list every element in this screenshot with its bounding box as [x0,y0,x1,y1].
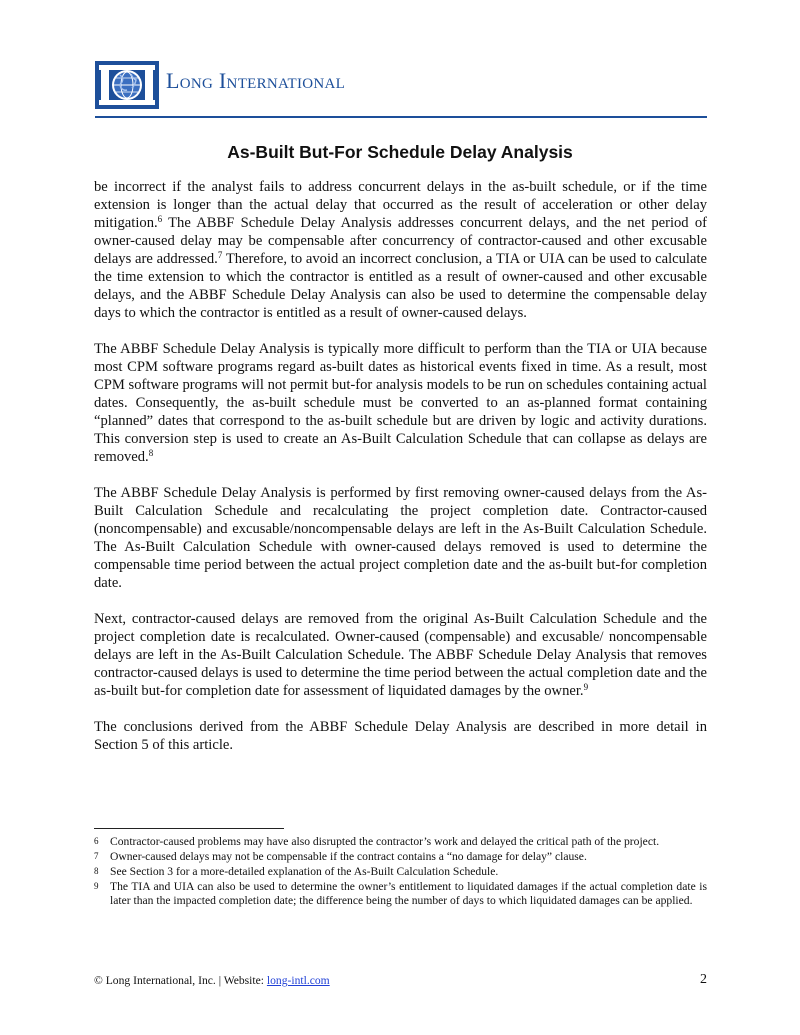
page-title: As-Built But-For Schedule Delay Analysis [227,142,573,162]
article-body [94,178,707,772]
paragraph-2: The ABBF Schedule Delay Analysis is typically more difficult to perform than the TIA or UIA because most CPM software programs regard as-built dates as historical events fixed in time. As a result, most CPM software programs will not permit but-for analysis models to be run on schedules containing actual dates. Consequently, the as-built schedule must be converted to an as-planned format containing “planned” dates that correspond to the as-built schedule but are driven by logic and activity durations. This conversion step is used to create an As-Built Calculation Schedule that can collapse as delays are removed.$^8$ [94,341,707,465]
page-footer [94,974,707,990]
footnote-ref-7[interactable]: 7 [217,250,223,260]
paragraph-5: The conclusions derived from the ABBF Schedule Delay Analysis are described in more detail in Section 5 of this article. [94,719,707,753]
footnotes [94,835,707,909]
footnote-9: 9 The TIA and UIA can also be used to determine the owner’s entitlement to liquidated damages if the actual completion date is later than the impacted completion date; the difference being the number of days to which liquidated damages can be applied. [94,880,707,907]
paragraph-3: The ABBF Schedule Delay Analysis is performed by first removing owner-caused delays from the As-Built Calculation Schedule and recalculating the project completion date. Contractor-caused (noncompensable) and excusable/noncompensable delays are left in the As-Built Calculation Schedule. The As-Built Calculation Schedule with owner-caused delays removed is used to determine the compensable time period between the actual project completion date and the as-built but-for completion date. [94,485,707,591]
paragraph-4: Next, contractor-caused delays are removed from the original As-Built Calculation Schedule and the project completion date is recalculated. Owner-caused (compensable) and excusable/ noncompensable delays are left in the As-Built Calculation Schedule. The ABBF Schedule Delay Analysis that removes contractor-caused delays is used to determine the time period between the actual completion date and the as-built but-for completion date for assessment of liquidated damages by the owner.$^9$ [94,611,707,699]
footnote-7: 7 Owner-caused delays may not be compensable if the contract contains a “no damage for delay” clause. [94,850,587,863]
footnote-8: 8 See Section 3 for a more-detailed explanation of the As-Built Calculation Schedule. [94,865,499,878]
footer-copyright: © Long International, Inc. | Website: [94,974,267,987]
website-link[interactable]: long-intl.com [266,974,330,987]
footnote-ref-6[interactable]: 6 [157,214,163,224]
company-logo-icon [95,61,159,109]
footnote-divider [94,828,284,829]
company-name: Long International [166,68,346,93]
paragraph-1: be incorrect if the analyst fails to address concurrent delays in the as-built schedule, or if the time extension is longer than the actual delay that occurred as the result of acceleration or other delay mitigation.$^6$ The ABBF Schedule Delay Analysis addresses concurrent delays, and the net period of owner-caused delay may be compensable after concurrency of contractor-caused and other excusable delays are addressed.$^7$ Therefore, to avoid an incorrect conclusion, a TIA or UIA can be used to calculate the time extension to which the contractor is entitled as a result of owner-caused and other excusable delays, and the ABBF Schedule Delay Analysis can also be used to determine the compensable delay days to which the contractor is entitled as a result of owner-caused delays. [94,179,707,321]
header-divider [95,116,707,118]
footnote-ref-8[interactable]: 8 [148,448,154,458]
footnote-6: 6 Contractor-caused problems may have also disrupted the contractor’s work and delayed the critical path of the project. [94,835,660,848]
page-number: 2 [700,972,707,987]
footnote-ref-9[interactable]: 9 [583,682,589,692]
